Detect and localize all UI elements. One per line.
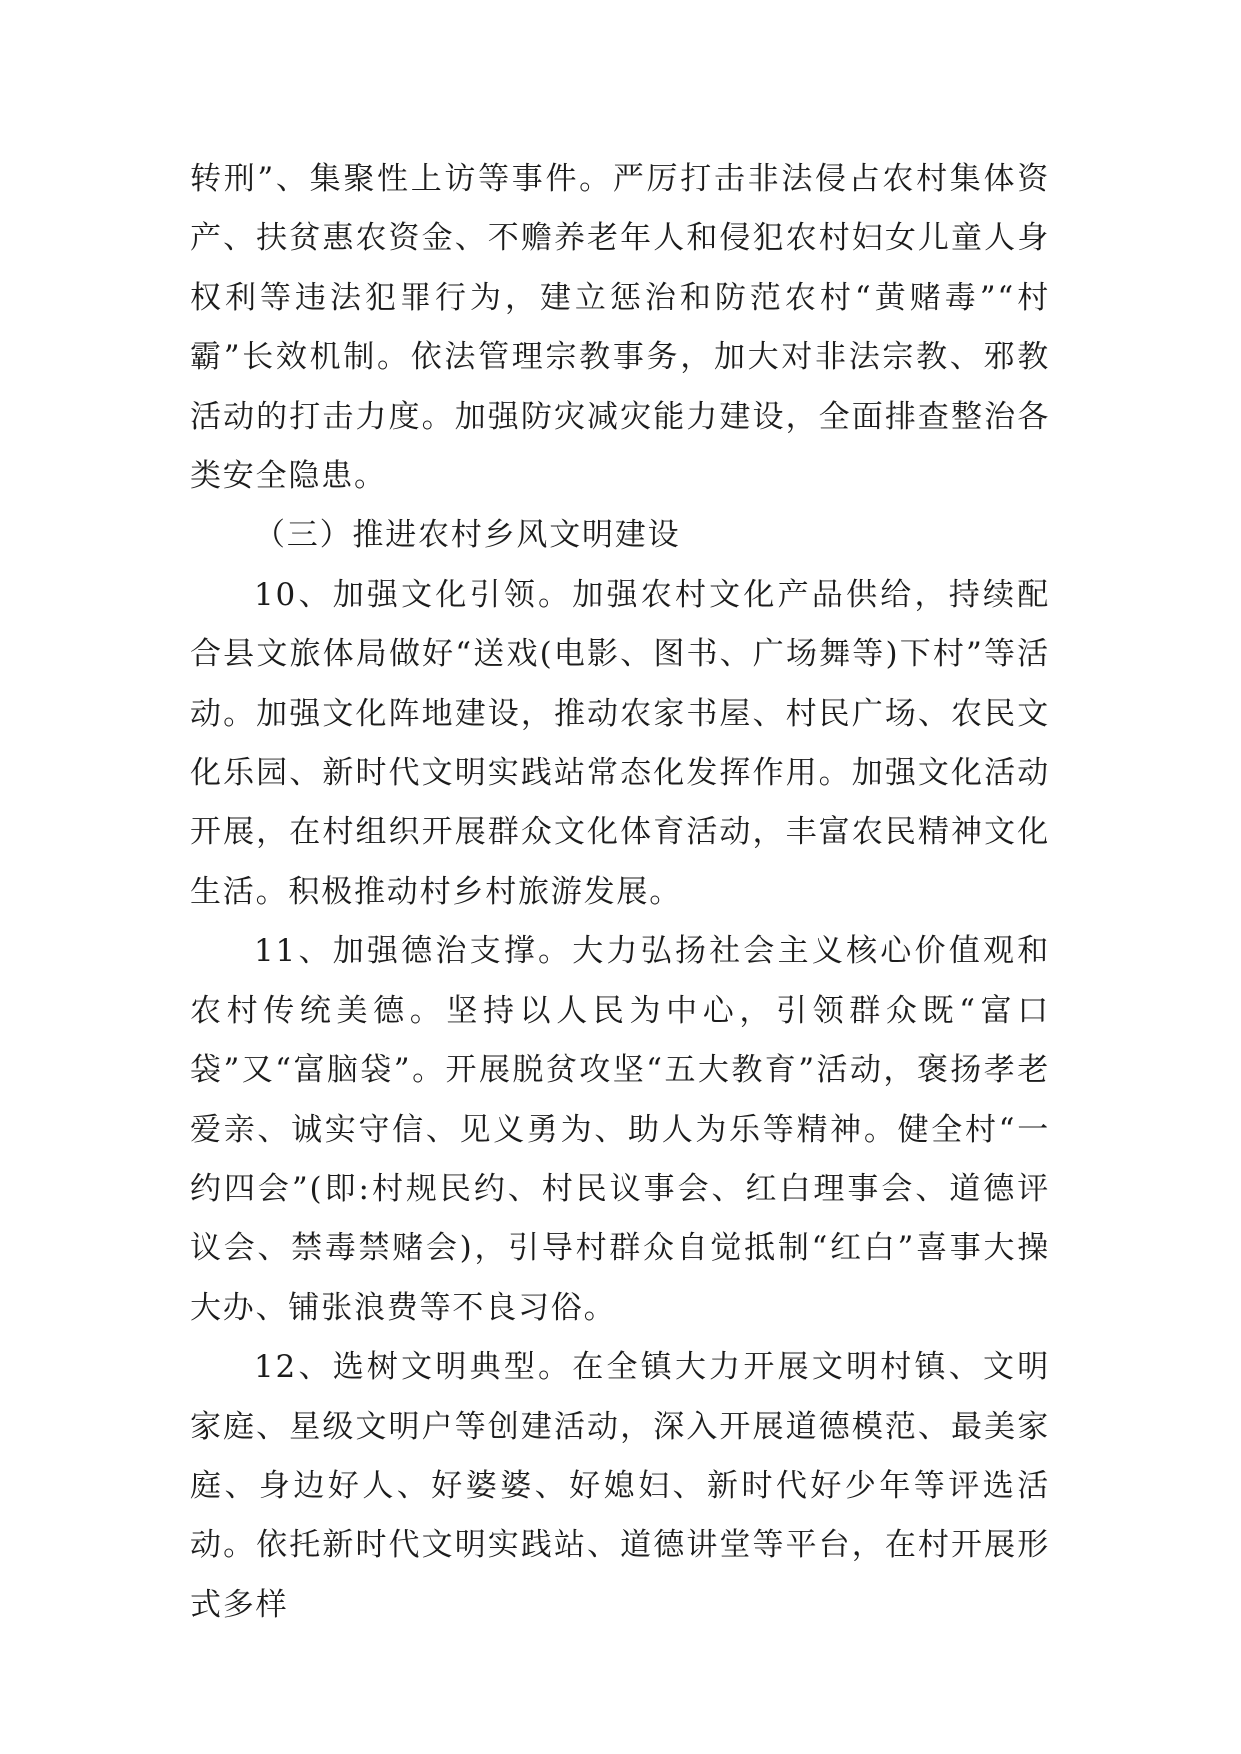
paragraph-item-11: 11、加强德治支撑。大力弘扬社会主义核心价值观和农村传统美德。坚持以人民为中心，引领群众既“富口袋”又“富脑袋”。开展脱贫攻坚“五大教育”活动，褒扬孝老爱亲、诚实守信、见义勇为、助人为乐等精神。健全村“一约四会”(即:村规民约、村民议事会、红白理事会、道德评议会、禁毒禁赌会)，引导村群众自觉抵制“红白”喜事大操大办、铺张浪费等不良习俗。 <box>190 933 1050 1326</box>
paragraph-continuation: 转刑”、集聚性上访等事件。严厉打击非法侵占农村集体资产、扶贫惠农资金、不赡养老年人和侵犯农村妇女儿童人身权利等违法犯罪行为，建立惩治和防范农村“黄赌毒”“村霸”长效机制。依法管理宗教事务，加大对非法宗教、邪教活动的打击力度。加强防灾减灾能力建设，全面排查整治各类安全隐患。 <box>190 161 1050 495</box>
paragraph-item-12: 12、选树文明典型。在全镇大力开展文明村镇、文明家庭、星级文明户等创建活动，深入开展道德模范、最美家庭、身边好人、好婆婆、好媳妇、新时代好少年等评选活动。依托新时代文明实践站、道德讲堂等平台，在村开展形式多样 <box>190 1349 1050 1623</box>
document-body <box>190 150 1050 1635</box>
paragraph-item-10: 10、加强文化引领。加强农村文化产品供给，持续配合县文旅体局做好“送戏(电影、图书、广场舞等)下村”等活动。加强文化阵地建设，推动农家书屋、村民广场、农民文化乐园、新时代文明实践站常态化发挥作用。加强文化活动开展，在村组织开展群众文化体育活动，丰富农民精神文化生活。积极推动村乡村旅游发展。 <box>190 576 1050 910</box>
section-heading: （三）推进农村乡风文明建设 <box>254 517 681 554</box>
